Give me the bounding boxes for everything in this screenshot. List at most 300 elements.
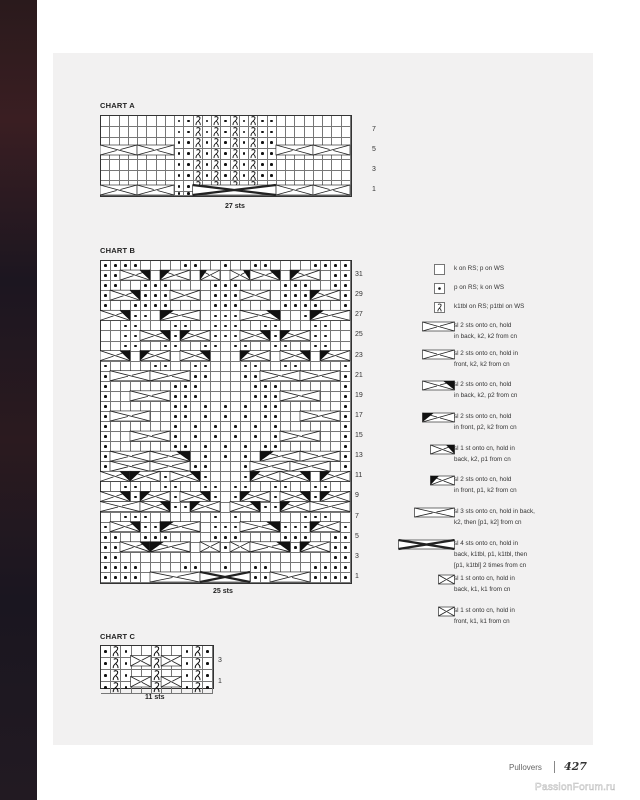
chart-cell: [286, 116, 295, 127]
chart-cell: [110, 192, 119, 196]
chart-cell: [211, 523, 221, 533]
chart-cell: [321, 543, 331, 553]
chart-cell: [221, 513, 231, 523]
chart-cell: [271, 372, 281, 382]
chart-cell: [166, 127, 175, 138]
chart-cell: [321, 261, 331, 271]
chart-cell: [221, 281, 231, 291]
chart-cell: [111, 412, 121, 422]
chart-cell: [191, 513, 201, 523]
k1tbl-icon: [212, 127, 220, 137]
chart-cell: [281, 543, 291, 553]
chart-cell: [241, 412, 251, 422]
chart-cell: [281, 352, 291, 362]
chart-cell: [161, 412, 171, 422]
chart-cell: [341, 492, 351, 502]
chart-cell: [261, 382, 271, 392]
chart-a-grid: [100, 115, 352, 197]
chart-cell: [166, 160, 175, 171]
chart-cell: [271, 573, 281, 583]
chart-cell: [281, 281, 291, 291]
chart-cell: [120, 181, 129, 192]
chart-cell: [101, 116, 110, 127]
k1tbl-icon: [231, 138, 239, 148]
chart-cell: [291, 301, 301, 311]
chart-cell: [271, 362, 281, 372]
chart-cell: [305, 127, 314, 138]
chart-cell: [191, 362, 201, 372]
chart-cell: [301, 523, 311, 533]
chart-cell: [342, 127, 351, 138]
chart-cell: [221, 261, 231, 271]
chart-cell: [321, 392, 331, 402]
chart-cell: [203, 181, 212, 192]
chart-cell: [261, 573, 271, 583]
chart-cell: [111, 646, 121, 658]
chart-cell: [161, 452, 171, 462]
legend-label: [454, 263, 504, 274]
chart-cell: [231, 482, 241, 492]
chart-cell: [311, 352, 321, 362]
chart-cell: [281, 382, 291, 392]
legend-label: [454, 506, 535, 528]
chart-cell: [241, 291, 251, 301]
k1tbl-icon: [231, 181, 239, 191]
chart-cell: [193, 646, 203, 658]
chart-cell: [249, 127, 258, 138]
chart-cell: [277, 149, 286, 160]
legend-label: [454, 320, 517, 342]
chart-cell: [277, 181, 286, 192]
cable-symbol: [431, 476, 455, 485]
chart-cell: [162, 682, 172, 694]
chart-cell: [281, 462, 291, 472]
chart-cell: [221, 271, 231, 281]
chart-cell: [141, 301, 151, 311]
chart-cell: [171, 261, 181, 271]
chart-cell: [311, 563, 321, 573]
chart-cell: [191, 452, 201, 462]
chart-cell: [291, 362, 301, 372]
chart-cell: [251, 422, 261, 432]
chart-cell: [131, 452, 141, 462]
chart-cell: [241, 553, 251, 563]
chart-cell: [221, 116, 230, 127]
chart-cell: [211, 503, 221, 513]
chart-cell: [261, 261, 271, 271]
chart-cell: [241, 392, 251, 402]
chart-cell: [261, 342, 271, 352]
chart-cell: [184, 149, 193, 160]
chart-cell: [241, 422, 251, 432]
chart-cell: [151, 271, 161, 281]
chart-cell: [181, 331, 191, 341]
chart-cell: [121, 301, 131, 311]
chart-cell: [129, 160, 138, 171]
chart-cell: [331, 291, 341, 301]
chart-cell: [301, 563, 311, 573]
legend-label-line: p on RS; k on WS: [454, 284, 505, 291]
chart-cell: [111, 311, 121, 321]
chart-cell: [121, 492, 131, 502]
chart-cell: [201, 321, 211, 331]
chart-cell: [341, 452, 351, 462]
chart-cell: [211, 563, 221, 573]
chart-cell: [161, 311, 171, 321]
chart-cell: [175, 138, 184, 149]
legend-label-line: back, k1, k1 from cn: [454, 586, 511, 593]
chart-cell: [131, 442, 141, 452]
chart-cell: [271, 402, 281, 412]
chart-cell: [231, 533, 241, 543]
chart-cell: [291, 553, 301, 563]
chart-cell: [141, 321, 151, 331]
chart-cell: [251, 342, 261, 352]
chart-cell: [142, 682, 152, 694]
chart-cell: [301, 422, 311, 432]
chart-cell: [249, 181, 258, 192]
chart-cell: [251, 392, 261, 402]
chart-cell: [271, 452, 281, 462]
chart-cell: [121, 271, 131, 281]
chart-cell: [301, 342, 311, 352]
chart-cell: [211, 492, 221, 502]
chart-cell: [157, 160, 166, 171]
chart-cell: [268, 181, 277, 192]
chart-cell: [305, 181, 314, 192]
chart-cell: [301, 533, 311, 543]
chart-cell: [191, 342, 201, 352]
chart-cell: [314, 138, 323, 149]
chart-cell: [120, 160, 129, 171]
chart-cell: [191, 291, 201, 301]
chart-cell: [121, 658, 131, 670]
chart-cell: [261, 331, 271, 341]
chart-cell: [251, 553, 261, 563]
chart-cell: [311, 362, 321, 372]
chart-cell: [331, 472, 341, 482]
chart-cell: [181, 372, 191, 382]
chart-cell: [241, 331, 251, 341]
chart-cell: [181, 362, 191, 372]
chart-cell: [201, 311, 211, 321]
chart-cell: [121, 331, 131, 341]
k1tbl-icon: [193, 658, 202, 669]
chart-cell: [221, 503, 231, 513]
chart-cell: [321, 372, 331, 382]
knit-square-icon: [434, 264, 446, 276]
chart-cell: [131, 342, 141, 352]
chart-cell: [161, 382, 171, 392]
chart-cell: [342, 116, 351, 127]
chart-cell: [251, 482, 261, 492]
chart-cell: [171, 533, 181, 543]
chart-cell: [111, 452, 121, 462]
k1tbl-icon: [249, 138, 257, 148]
chart-cell: [161, 281, 171, 291]
chart-cell: [181, 503, 191, 513]
chart-b-stitch-count: 25 sts: [213, 588, 233, 595]
chart-cell: [221, 342, 231, 352]
chart-cell: [332, 127, 341, 138]
chart-cell: [201, 503, 211, 513]
2-2-left-cross-icon: [422, 349, 456, 361]
chart-cell: [241, 472, 251, 482]
chart-cell: [221, 352, 231, 362]
chart-cell: [321, 503, 331, 513]
chart-cell: [251, 462, 261, 472]
chart-cell: [311, 533, 321, 543]
chart-cell: [286, 149, 295, 160]
chart-cell: [258, 181, 267, 192]
chart-cell: [161, 402, 171, 412]
legend-label: [454, 605, 515, 627]
chart-cell: [194, 149, 203, 160]
chart-b-row-5: 5: [355, 532, 359, 540]
chart-cell: [161, 553, 171, 563]
chart-cell: [101, 523, 111, 533]
chart-cell: [231, 362, 241, 372]
chart-cell: [342, 181, 351, 192]
chart-cell: [241, 281, 251, 291]
chart-cell: [221, 321, 231, 331]
chart-cell: [141, 261, 151, 271]
k1tbl-icon: [111, 658, 120, 669]
chart-cell: [221, 138, 230, 149]
chart-cell: [211, 352, 221, 362]
chart-cell: [201, 452, 211, 462]
chart-cell: [221, 362, 231, 372]
chart-cell: [291, 321, 301, 331]
legend-label-line: in front, p2, k2 from cn: [454, 424, 517, 431]
chart-cell: [131, 462, 141, 472]
chart-cell: [221, 563, 231, 573]
chart-cell: [111, 503, 121, 513]
chart-cell: [111, 281, 121, 291]
chart-cell: [231, 138, 240, 149]
chart-cell: [331, 362, 341, 372]
chart-cell: [147, 127, 156, 138]
chart-cell: [341, 271, 351, 281]
legend-label: [454, 411, 517, 433]
k1tbl-icon: [194, 181, 202, 191]
chart-cell: [281, 362, 291, 372]
chart-cell: [151, 533, 161, 543]
chart-cell: [101, 563, 111, 573]
chart-cell: [121, 412, 131, 422]
chart-cell: [182, 682, 192, 694]
k1tbl-icon: [194, 149, 202, 159]
chart-cell: [194, 171, 203, 182]
chart-cell: [111, 382, 121, 392]
chart-cell: [341, 553, 351, 563]
chart-cell: [171, 281, 181, 291]
chart-cell: [101, 342, 111, 352]
chart-cell: [182, 646, 192, 658]
chart-cell: [301, 543, 311, 553]
chart-cell: [141, 392, 151, 402]
chart-cell: [211, 412, 221, 422]
chart-cell: [161, 543, 171, 553]
chart-cell: [261, 422, 271, 432]
chart-cell: [241, 533, 251, 543]
chart-cell: [171, 301, 181, 311]
chart-cell: [121, 342, 131, 352]
chart-cell: [301, 362, 311, 372]
chart-cell: [111, 271, 121, 281]
chart-cell: [147, 116, 156, 127]
chart-cell: [211, 452, 221, 462]
chart-cell: [281, 261, 291, 271]
chart-cell: [311, 372, 321, 382]
chart-cell: [342, 138, 351, 149]
chart-cell: [101, 291, 111, 301]
chart-cell: [251, 432, 261, 442]
chart-cell: [331, 412, 341, 422]
chart-cell: [201, 261, 211, 271]
chart-cell: [147, 181, 156, 192]
chart-cell: [121, 563, 131, 573]
chart-cell: [201, 543, 211, 553]
chart-cell: [120, 138, 129, 149]
chart-cell: [151, 342, 161, 352]
chart-cell: [301, 482, 311, 492]
chart-b-row-27: 27: [355, 311, 363, 319]
chart-cell: [281, 402, 291, 412]
chart-cell: [231, 422, 241, 432]
chart-cell: [141, 342, 151, 352]
chart-cell: [131, 331, 141, 341]
chart-cell: [201, 402, 211, 412]
chart-cell: [277, 192, 286, 196]
chart-cell: [181, 492, 191, 502]
chart-cell: [129, 181, 138, 192]
chart-cell: [261, 412, 271, 422]
chart-cell: [231, 402, 241, 412]
chart-cell: [111, 472, 121, 482]
chart-cell: [151, 563, 161, 573]
chart-cell: [231, 331, 241, 341]
chart-cell: [241, 362, 251, 372]
chart-cell: [151, 362, 161, 372]
chart-cell: [231, 116, 240, 127]
chart-cell: [191, 492, 201, 502]
chart-cell: [341, 402, 351, 412]
chart-cell: [181, 271, 191, 281]
chart-cell: [212, 127, 221, 138]
legend-label-line: in back, k2, k2 from cn: [454, 333, 517, 340]
chart-cell: [251, 362, 261, 372]
chart-cell: [251, 573, 261, 583]
chart-b-row-31: 31: [355, 271, 363, 279]
chart-cell: [231, 492, 241, 502]
chart-cell: [261, 352, 271, 362]
chart-cell: [171, 543, 181, 553]
chart-cell: [311, 271, 321, 281]
chart-cell: [131, 261, 141, 271]
legend-label: [454, 379, 517, 401]
chart-cell: [141, 452, 151, 462]
chart-b-row-25: 25: [355, 331, 363, 339]
chart-cell: [157, 171, 166, 182]
chart-cell: [281, 331, 291, 341]
chart-cell: [171, 553, 181, 563]
chart-cell: [211, 311, 221, 321]
chart-cell: [111, 402, 121, 412]
legend-label-line: front, k1, k1 from cn: [454, 618, 510, 625]
chart-cell: [231, 311, 241, 321]
chart-cell: [151, 432, 161, 442]
chart-cell: [211, 482, 221, 492]
chart-cell: [191, 543, 201, 553]
chart-cell: [271, 392, 281, 402]
chart-cell: [291, 382, 301, 392]
chart-cell: [261, 402, 271, 412]
chart-cell: [129, 192, 138, 196]
k1tbl-icon: [194, 116, 202, 126]
chart-cell: [331, 523, 341, 533]
chart-cell: [131, 513, 141, 523]
legend-label: [454, 301, 524, 312]
chart-cell: [281, 412, 291, 422]
chart-cell: [194, 116, 203, 127]
chart-cell: [132, 646, 142, 658]
chart-cell: [101, 331, 111, 341]
chart-cell: [211, 392, 221, 402]
chart-cell: [321, 432, 331, 442]
chart-cell: [191, 432, 201, 442]
chart-cell: [332, 171, 341, 182]
chart-cell: [171, 352, 181, 362]
chart-cell: [221, 452, 231, 462]
section-name: Pullovers: [509, 763, 542, 772]
chart-cell: [129, 149, 138, 160]
chart-cell: [241, 402, 251, 412]
chart-cell: [321, 573, 331, 583]
chart-cell: [331, 553, 341, 563]
chart-cell: [231, 271, 241, 281]
k1tbl-icon: [249, 127, 257, 137]
chart-cell: [121, 503, 131, 513]
chart-cell: [111, 392, 121, 402]
chart-cell: [240, 160, 249, 171]
chart-b-row-21: 21: [355, 371, 363, 379]
chart-cell: [323, 171, 332, 182]
chart-cell: [161, 563, 171, 573]
chart-cell: [268, 149, 277, 160]
chart-cell: [161, 392, 171, 402]
chart-cell: [323, 192, 332, 196]
chart-cell: [191, 442, 201, 452]
chart-cell: [291, 291, 301, 301]
chart-cell: [291, 261, 301, 271]
chart-cell: [271, 533, 281, 543]
chart-cell: [141, 432, 151, 442]
chart-cell: [166, 181, 175, 192]
chart-cell: [211, 261, 221, 271]
chart-cell: [161, 513, 171, 523]
chart-cell: [251, 533, 261, 543]
chart-cell: [191, 573, 201, 583]
chart-cell: [201, 422, 211, 432]
chart-cell: [121, 382, 131, 392]
chart-cell: [231, 171, 240, 182]
chart-cell: [111, 563, 121, 573]
chart-cell: [321, 462, 331, 472]
chart-cell: [221, 382, 231, 392]
chart-cell: [157, 116, 166, 127]
k1tbl-icon: [434, 302, 446, 314]
